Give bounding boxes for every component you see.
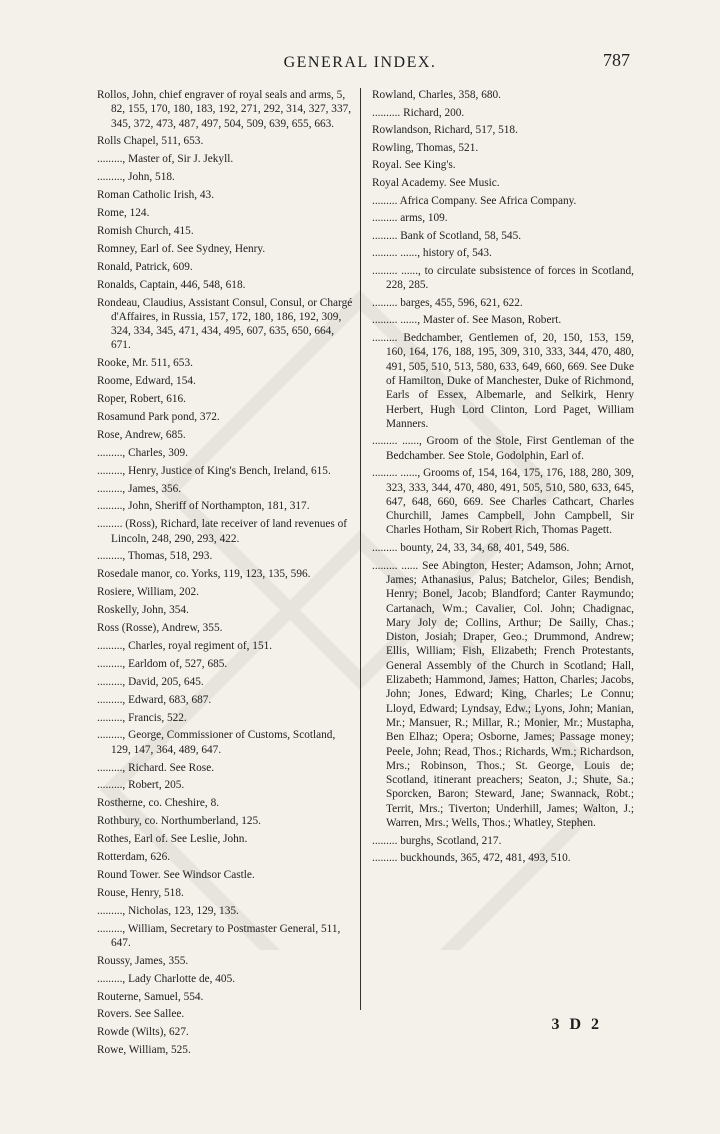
index-entry: Routerne, Samuel, 554.: [97, 990, 204, 1003]
index-entry: Roome, Edward, 154.: [97, 375, 196, 388]
index-entry: Rovers. See Sallee.: [97, 1008, 185, 1021]
index-entry: Royal Academy. See Music.: [372, 176, 500, 189]
index-entry: ......... burghs, Scotland, 217.: [372, 834, 502, 847]
index-entry: ......... ......, Groom of the Stole, First Gentleman of the Bedchamber. See Stole, Godolphin, Earl of.: [372, 435, 634, 462]
index-entry: ........., Master of, Sir J. Jekyll.: [97, 153, 234, 166]
index-entry: ........., James, 356.: [97, 482, 182, 495]
index-entry: ......... barges, 455, 596, 621, 622.: [372, 296, 523, 309]
index-entry: Rollos, John, chief engraver of royal seals and arms, 5, 82, 155, 170, 180, 183, 192, 271, 292, 314, 327, 337, 345, 372, 473, 487, 497, 504, 509, 639, 655, 663.: [97, 89, 352, 130]
index-entry: Rosedale manor, co. Yorks, 119, 123, 135, 596.: [97, 568, 311, 581]
index-entry: Rowlandson, Richard, 517, 518.: [372, 124, 518, 137]
index-entry: Roper, Robert, 616.: [97, 393, 186, 406]
index-entry: Round Tower. See Windsor Castle.: [97, 868, 255, 881]
index-entry: ......... Africa Company. See Africa Company.: [372, 194, 577, 207]
index-entry: Roskelly, John, 354.: [97, 604, 189, 617]
column-divider: [360, 88, 361, 1010]
index-entry: ........., Edward, 683, 687.: [97, 693, 212, 706]
index-entry: ........., Robert, 205.: [97, 779, 185, 792]
index-entry: Rome, 124.: [97, 207, 150, 220]
index-entry: Ronald, Patrick, 609.: [97, 260, 193, 273]
index-entry: Rotterdam, 626.: [97, 851, 171, 864]
index-entry: ......... arms, 109.: [372, 212, 448, 225]
index-entry: ........., Earldom of, 527, 685.: [97, 657, 228, 670]
index-entry: Roussy, James, 355.: [97, 954, 189, 967]
index-entry: Rowling, Thomas, 521.: [372, 141, 479, 154]
index-entry: Rosiere, William, 202.: [97, 586, 199, 599]
index-entry: Roman Catholic Irish, 43.: [97, 189, 215, 202]
index-entry: Romish Church, 415.: [97, 224, 194, 237]
index-entry: Rowland, Charles, 358, 680.: [372, 89, 501, 101]
index-entry: Rostherne, co. Cheshire, 8.: [97, 797, 220, 810]
index-entry: ........., Henry, Justice of King's Bench, Ireland, 615.: [97, 464, 331, 477]
index-entry: ........., Charles, 309.: [97, 446, 188, 459]
page-number: 787: [603, 50, 630, 70]
index-entry: Rondeau, Claudius, Assistant Consul, Consul, or Chargé d'Affaires, in Russia, 157, 172, 180, 186, 192, 309, 324, 334, 345, 471, 434, 495, 607, 635, 650, 664, 671.: [97, 296, 353, 352]
index-entry: Ronalds, Captain, 446, 548, 618.: [97, 278, 246, 291]
index-entry: ........., Richard. See Rose.: [97, 761, 215, 774]
index-entry: ......... buckhounds, 365, 472, 481, 493, 510.: [372, 852, 571, 865]
index-entry: Rose, Andrew, 685.: [97, 428, 186, 441]
index-entry: ......... (Ross), Richard, late receiver of land revenues of Lincoln, 248, 290, 293, 422.: [97, 518, 348, 545]
index-entry: ......... ......, Grooms of, 154, 164, 175, 176, 188, 280, 309, 323, 333, 344, 470, 480, 491, 505, 510, 580, 633, 645, 647, 648, 660, 669. See Charles Cathcart, Charles Churchill, James Campbell, John Campbell, Sir Charles Hotham, Sir Robert Rich, Thomas Pagett.: [372, 467, 634, 537]
signature-mark: 3 D 2: [551, 1016, 602, 1033]
index-entry: Romney, Earl of. See Sydney, Henry.: [97, 242, 266, 255]
right-index-column: [372, 88, 634, 869]
index-entry: Rosamund Park pond, 372.: [97, 410, 220, 423]
index-entry: ........., David, 205, 645.: [97, 675, 204, 688]
index-entry: .......... Richard, 200.: [372, 106, 465, 119]
left-index-column: [97, 88, 353, 1061]
index-entry: Rowe, William, 525.: [97, 1044, 191, 1057]
index-entry: ........., Thomas, 518, 293.: [97, 550, 213, 563]
index-entry: ........., William, Secretary to Postmaster General, 511, 647.: [97, 922, 341, 949]
index-entry: ......... ......, history of, 543.: [372, 247, 492, 260]
index-entry: ........., Charles, royal regiment of, 151.: [97, 639, 273, 652]
running-title: GENERAL INDEX.: [283, 54, 437, 71]
index-entry: ........., George, Commissioner of Customs, Scotland, 129, 147, 364, 489, 647.: [97, 729, 336, 756]
index-entry: ........., Lady Charlotte de, 405.: [97, 972, 236, 985]
index-entry: ......... Bedchamber, Gentlemen of, 20, 150, 153, 159, 160, 164, 176, 188, 195, 309, 310, 333, 344, 470, 480, 491, 505, 510, 513, 580, 633, 649, 660, 669. See Duke of Hamilton, Duke of Manchester, Duke of Richmond, Earls of Essex, Albemarle, and Selkirk, Henry Herbert, Hugh Lord Clinton, Lord Paget, William Manners.: [372, 332, 634, 430]
index-entry: ......... ......, to circulate subsistence of forces in Scotland, 228, 285.: [372, 264, 634, 292]
index-entry: Rolls Chapel, 511, 653.: [97, 135, 204, 148]
index-entry: ........., John, 518.: [97, 171, 175, 184]
index-entry: ......... bounty, 24, 33, 34, 68, 401, 549, 586.: [372, 542, 570, 555]
index-entry: Ross (Rosse), Andrew, 355.: [97, 622, 223, 635]
index-entry: Rothes, Earl of. See Leslie, John.: [97, 833, 248, 846]
index-entry: Rowde (Wilts), 627.: [97, 1026, 189, 1039]
index-entry: Rooke, Mr. 511, 653.: [97, 357, 193, 370]
page-header: [0, 50, 720, 80]
index-entry: ......... Bank of Scotland, 58, 545.: [372, 229, 522, 242]
index-entry: Royal. See King's.: [372, 159, 456, 172]
index-entry: ......... ......, Master of. See Mason, Robert.: [372, 314, 562, 327]
index-entry: ........., John, Sheriff of Northampton, 181, 317.: [97, 500, 310, 513]
index-entry: Rouse, Henry, 518.: [97, 886, 184, 899]
index-entry: ........., Francis, 522.: [97, 711, 187, 724]
index-entry: ......... ...... See Abington, Hester; Adamson, John; Arnot, James; Athanasius, Palus; Batchelor, Giles; Bendish, Henry; Bonel, Jacob; Blandford; Canter Raymundo; Cartanach, Wm.; Cavalier, Col. John; Chadignac, Mary Joly de; Collins, Arthur; De Sailly, Chas.; Diston, Josiah; Draper, Geo.; Drummond, Andrew; Ellis, William; Fish, Elizabeth; French Protestants, General Assembly of the Church in Scotland; Hall, Elizabeth; Hammond, James; Hatton, Charles; Jacobs, John; Jones, Edward; King, Charles; Le Connu; Lloyd, Edward; Lyndsay, Edw.; Lyons, John; Manian, Mr.; Mansuer, R.; Millar, R.; Monier, Mr.; Mustapha, Ben Elhaz; Opera; Osborne, James; Passage money; Peele, John; Read, Thos.; Richards, Wm.; Richardson, Mrs.; Robinson, Thos.; St. George, Louis de; Scotland, itinerant preachers; Seaton, J.; Shute, Sa.; Sporcken, Baron; Steward, Jane; Swannack, Robt.; Territ, Mrs.; Tiverton; Underhill, James; Walton, J.; Warren, Mrs.; Wells, Thos.; Whatley, Stephen.: [372, 559, 634, 829]
index-entry: ........., Nicholas, 123, 129, 135.: [97, 904, 239, 917]
index-entry: Rothbury, co. Northumberland, 125.: [97, 815, 261, 828]
